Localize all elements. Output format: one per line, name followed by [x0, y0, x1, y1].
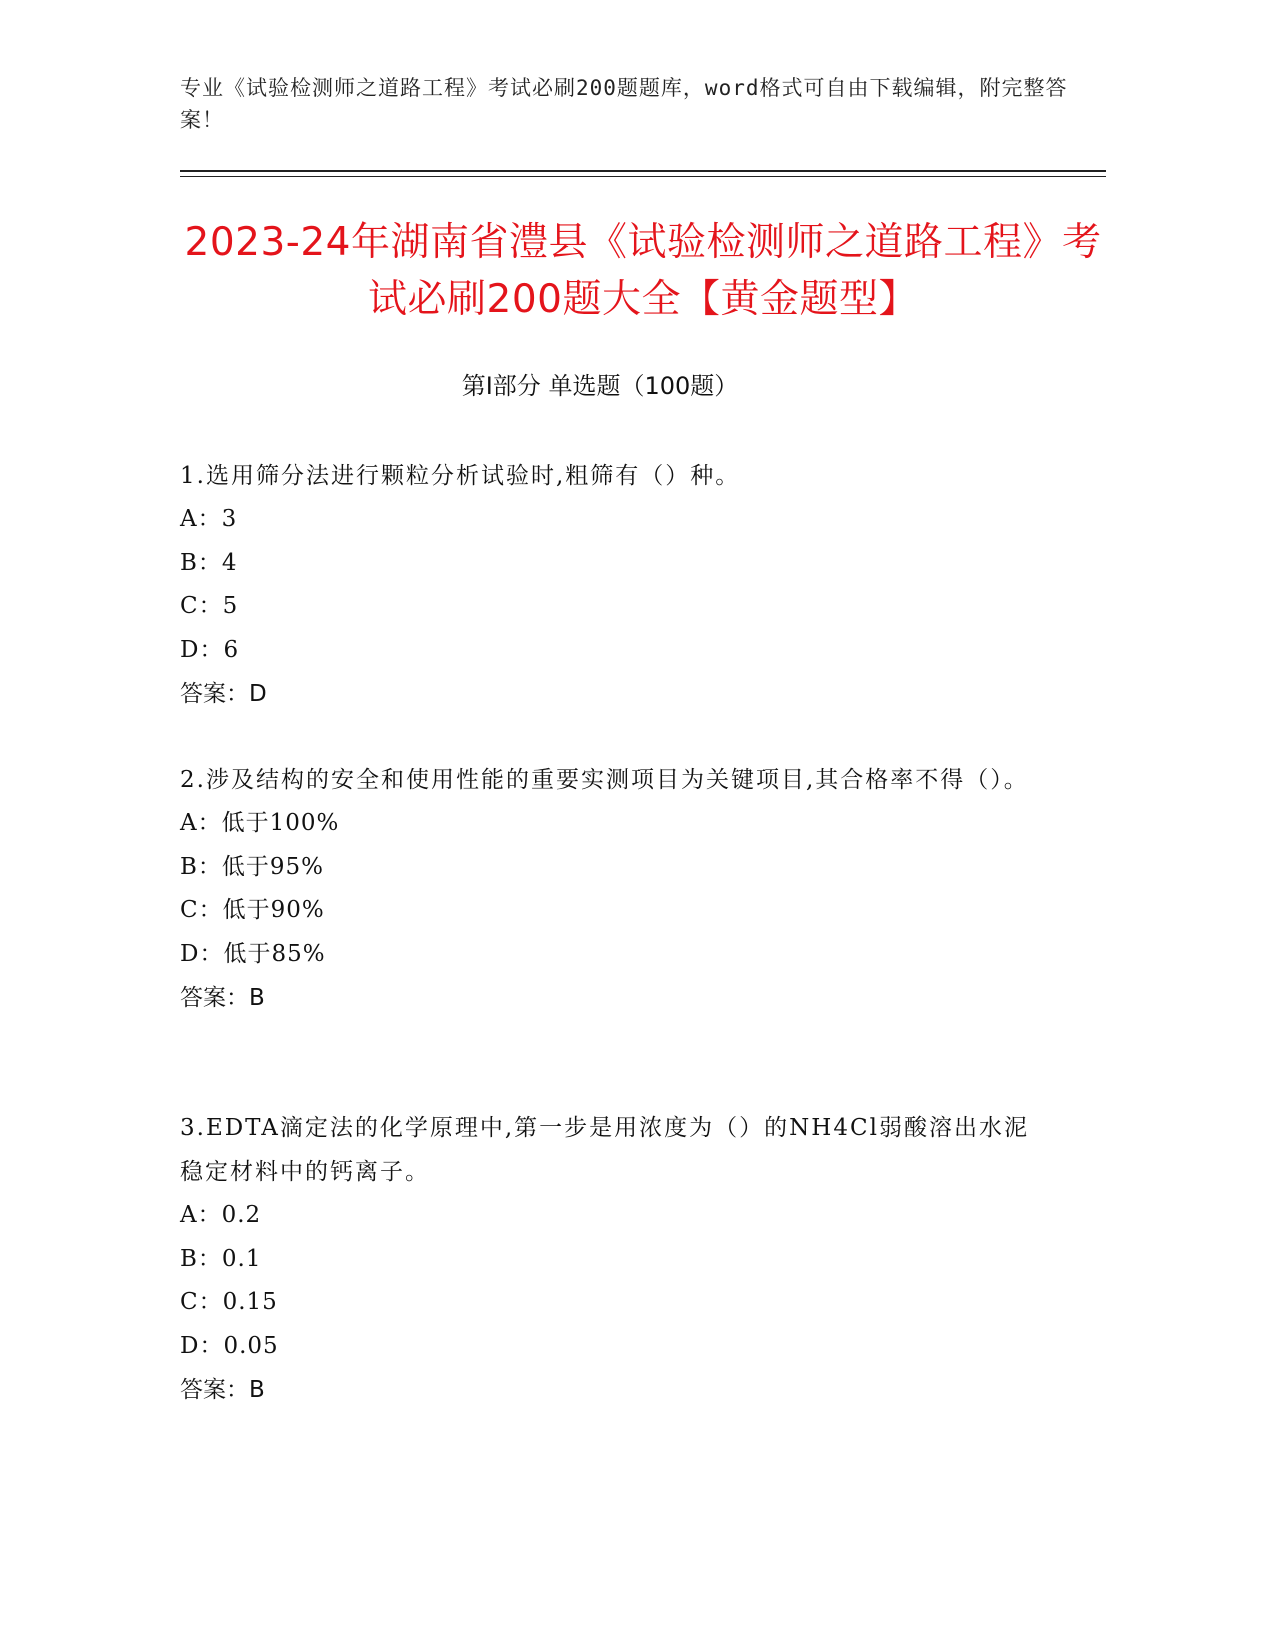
option-c: C：5	[180, 593, 239, 619]
document-title: 2023-24年湖南省澧县《试验检测师之道路工程》考试必刷200题大全【黄金题型】	[184, 220, 1102, 322]
question-stem: 2.涉及结构的安全和使用性能的重要实测项目为关键项目,其合格率不得（）。	[180, 767, 1029, 793]
answer-line: 答案：D	[180, 681, 267, 707]
answer-line: 答案：B	[180, 1377, 265, 1403]
option-b: B：低于95%	[180, 853, 325, 880]
question-item	[180, 454, 1040, 716]
answer-line: 答案：B	[180, 985, 265, 1011]
header-note: 专业《试验检测师之道路工程》考试必刷200题题库，word格式可自由下载编辑，附完整答案！	[180, 76, 1068, 132]
option-b: B：0.1	[180, 1245, 262, 1272]
option-a: A：低于100%	[180, 810, 340, 836]
option-c: C：低于90%	[180, 897, 325, 923]
section-title: 第I部分 单选题（100题）	[461, 372, 739, 400]
header-divider-thick	[180, 170, 1106, 172]
question-item	[180, 758, 1040, 1020]
option-d: D：0.05	[180, 1332, 279, 1359]
option-a: A：0.2	[180, 1202, 262, 1228]
option-b: B：4	[180, 549, 238, 576]
question-item	[180, 1106, 1040, 1412]
question-stem: 3.EDTA滴定法的化学原理中,第一步是用浓度为（）的NH4Cl弱酸溶出水泥稳定材料中的钙离子。	[180, 1115, 1029, 1185]
option-a: A：3	[180, 506, 238, 532]
option-d: D：6	[180, 636, 240, 663]
header-divider-thin	[180, 176, 1106, 177]
question-stem: 1.选用筛分法进行颗粒分析试验时,粗筛有（）种。	[180, 463, 741, 489]
option-d: D：低于85%	[180, 940, 326, 967]
option-c: C：0.15	[180, 1289, 278, 1315]
